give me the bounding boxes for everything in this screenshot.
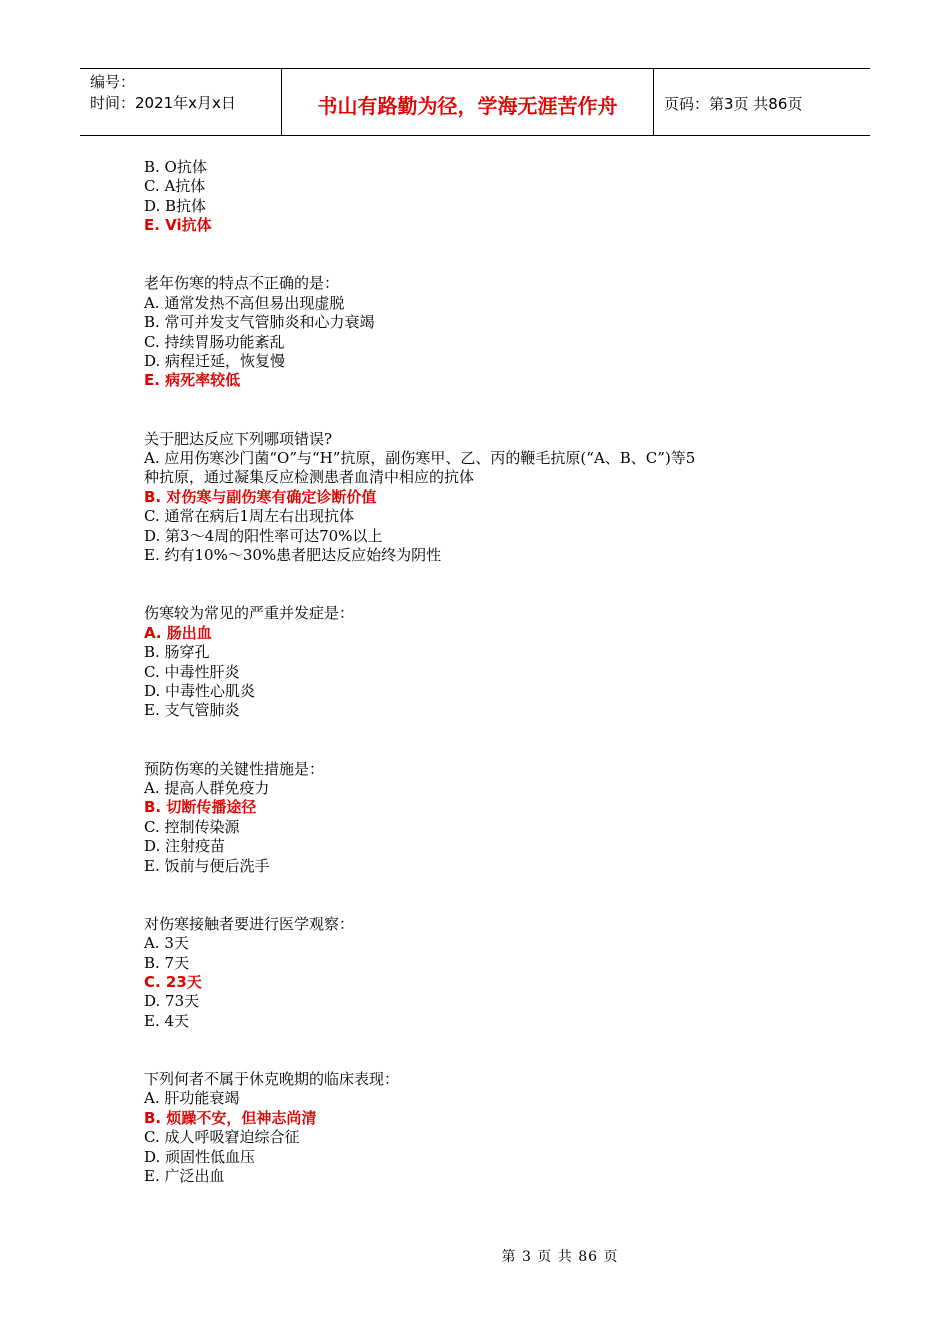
correct-answer-line: E. 病死率较低 [144, 371, 241, 390]
text-line: E. 约有10%～30%患者肥达反应始终为阴性 [144, 546, 442, 565]
text-line: C. 持续胃肠功能紊乱 [144, 332, 285, 351]
correct-answer-line: B. 对伤寒与副伤寒有确定诊断价值 [144, 487, 377, 506]
question-block [144, 915, 824, 1031]
question-block [144, 1070, 824, 1186]
page-header [80, 68, 870, 136]
document-time: 时间：2021年x月x日 [90, 94, 236, 112]
text-line: 关于肥达反应下列哪项错误? [144, 429, 333, 448]
text-line: C. 中毒性肝炎 [144, 662, 240, 681]
header-meta [80, 69, 282, 135]
text-line: B. O抗体 [144, 158, 207, 176]
header-motto: 书山有路勤为径，学海无涯苦作舟 [282, 69, 654, 135]
text-line: A. 提高人群免疫力 [144, 778, 270, 797]
question-block [144, 274, 824, 390]
text-line: C. 通常在病后1周左右出现抗体 [144, 507, 355, 526]
text-line: C. 控制传染源 [144, 817, 240, 836]
text-line: B. 肠穿孔 [144, 643, 210, 662]
text-line: E. 支气管肺炎 [144, 701, 240, 720]
text-line: E. 广泛出血 [144, 1167, 225, 1186]
text-line: D. 中毒性心肌炎 [144, 681, 256, 700]
text-line: A. 肝功能衰竭 [144, 1089, 240, 1108]
text-line: A. 应用伤寒沙门菌“O”与“H”抗原，副伤寒甲、乙、丙的鞭毛抗原(“A、B、C”)等5 [144, 449, 696, 468]
document-number-label: 编号： [90, 73, 136, 91]
text-line: E. 饭前与便后洗手 [144, 856, 270, 875]
correct-answer-line: C. 23天 [144, 972, 202, 991]
text-line: 种抗原，通过凝集反应检测患者血清中相应的抗体 [144, 468, 475, 487]
text-line: D. 病程迁延，恢复慢 [144, 352, 286, 371]
text-line: D. 第3～4周的阳性率可达70%以上 [144, 526, 383, 545]
text-line: D. 顽固性低血压 [144, 1147, 256, 1166]
question-block [144, 604, 824, 720]
page-footer: 第 3 页 共 86 页 [501, 1249, 619, 1265]
text-line: 对伤寒接触者要进行医学观察： [144, 914, 355, 933]
question-block [144, 158, 824, 236]
text-line: C. 成人呼吸窘迫综合征 [144, 1128, 300, 1147]
text-line: 预防伤寒的关键性措施是： [144, 759, 325, 778]
correct-answer-line: B. 切断传播途径 [144, 798, 257, 817]
text-line: 下列何者不属于休克晚期的临床表现： [144, 1070, 400, 1088]
text-line: A. 通常发热不高但易出现虚脱 [144, 293, 345, 312]
text-line: C. A抗体 [144, 177, 206, 196]
correct-answer-line: A. 肠出血 [144, 623, 212, 642]
text-line: D. B抗体 [144, 196, 207, 215]
question-block [144, 430, 824, 566]
header-page-info: 页码：第3页 共86页 [664, 94, 803, 113]
text-line: A. 3天 [144, 934, 189, 953]
text-line: D. 73天 [144, 992, 200, 1011]
correct-answer-line: E. Vi抗体 [144, 216, 212, 235]
text-line: D. 注射疫苗 [144, 837, 226, 856]
text-line: 伤寒较为常见的严重并发症是： [144, 604, 355, 623]
text-line: B. 常可并发支气管肺炎和心力衰竭 [144, 313, 375, 332]
text-line: 老年伤寒的特点不正确的是： [144, 274, 340, 293]
question-block [144, 760, 824, 876]
text-line: B. 7天 [144, 953, 190, 972]
correct-answer-line: B. 烦躁不安，但神志尚清 [144, 1108, 317, 1127]
question-list [144, 158, 824, 1225]
text-line: E. 4天 [144, 1011, 190, 1030]
